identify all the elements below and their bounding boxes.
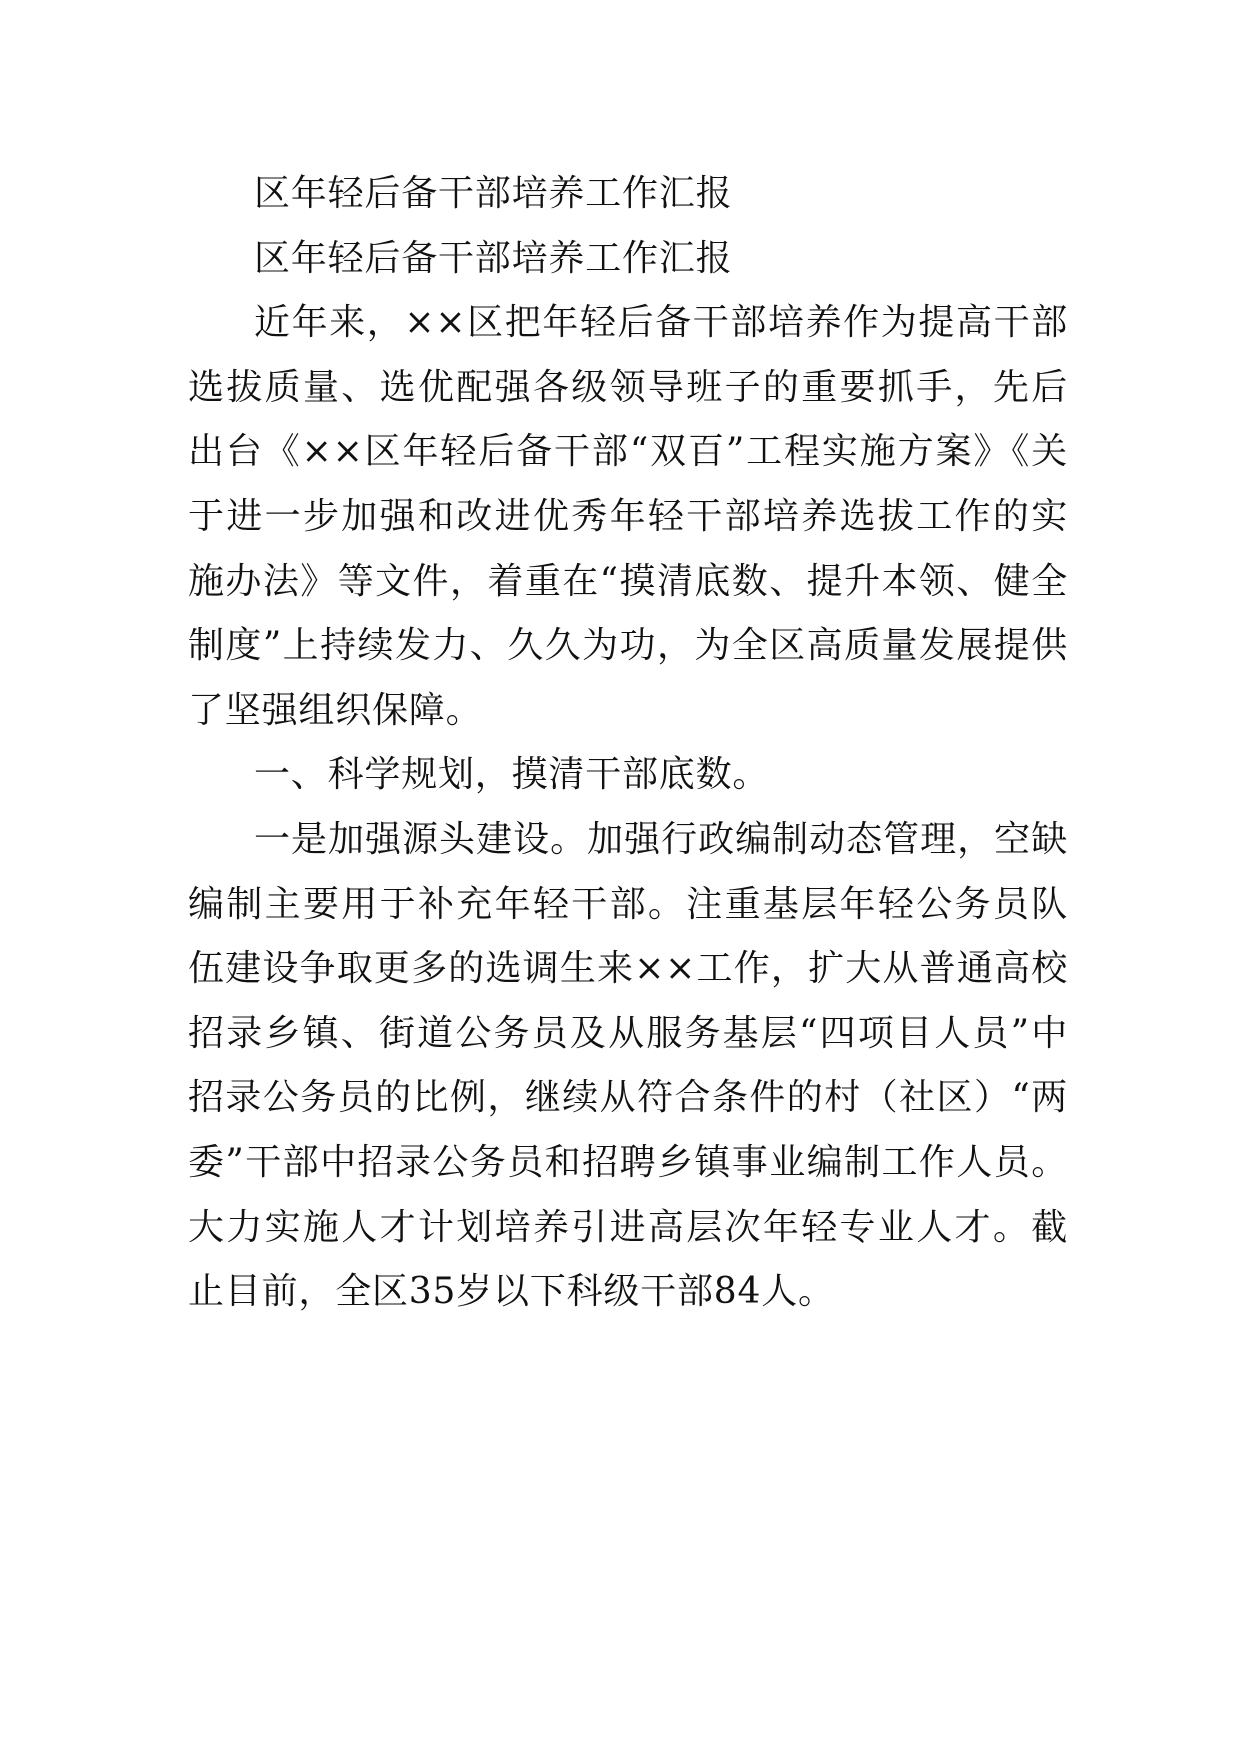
document-title-line-1: 区年轻后备干部培养工作汇报: [254, 173, 733, 214]
intro-paragraph: 近年来，××区把年轻后备干部培养作为提高干部选拔质量、选优配强各级领导班子的重要抓手，先后出台《××区年轻后备干部“双百”工程实施方案》《关于进一步加强和改进优秀年轻干部培养选拔工作的实施办法》等文件，着重在“摸清底数、提升本领、健全制度”上持续发力、久久为功，为全区高质量发展提供了坚强组织保障。: [188, 302, 1068, 731]
document-title-line-2: 区年轻后备干部培养工作汇报: [254, 237, 733, 279]
document-body: [188, 162, 1068, 1325]
section-1-paragraph: 一是加强源头建设。加强行政编制动态管理，空缺编制主要用于补充年轻干部。注重基层年轻公务员队伍建设争取更多的选调生来××工作，扩大从普通高校招录乡镇、街道公务员及从服务基层“四项目人员”中招录公务员的比例，继续从符合条件的村（社区）“两委”干部中招录公务员和招聘乡镇事业编制工作人员。大力实施人才计划培养引进高层次年轻专业人才。截止目前，全区35岁以下科级干部84人。: [188, 818, 1068, 1313]
section-1-heading: 一、科学规划，摸清干部底数。: [254, 754, 770, 796]
